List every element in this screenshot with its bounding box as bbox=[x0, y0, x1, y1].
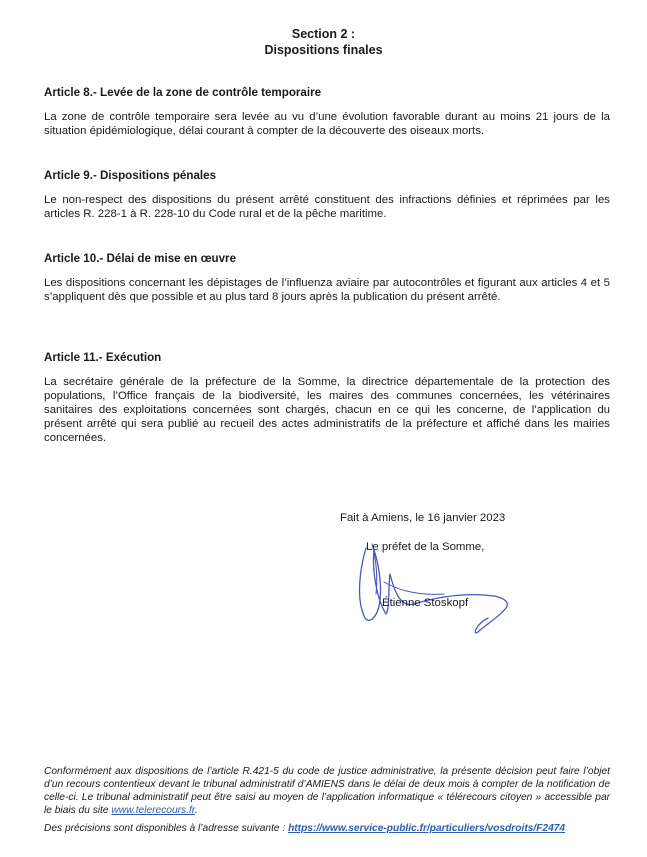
article-title: Article 9.- Dispositions pénales bbox=[44, 169, 217, 182]
telerecours-link[interactable]: www.telerecours.fr bbox=[111, 805, 195, 816]
appeal-notice-end: . bbox=[194, 805, 198, 816]
article-title: Article 10.- Délai de mise en œuvre bbox=[44, 252, 237, 265]
appeal-notice bbox=[44, 765, 610, 817]
signer-name: Étienne Stoskopf bbox=[382, 597, 469, 609]
section-title: Dispositions finales bbox=[264, 43, 383, 57]
section-number: Section 2 : bbox=[291, 27, 356, 41]
article-8 bbox=[44, 86, 610, 138]
article-title: Article 11.- Exécution bbox=[44, 351, 162, 364]
section-heading bbox=[0, 26, 647, 58]
article-11 bbox=[44, 351, 610, 445]
article-10 bbox=[44, 252, 610, 304]
article-body: Les dispositions concernant les dépistages de l’influenza aviaire par autocontrôles et figurant aux articles 4 et 5 s’appliquent dès que possible et au plus tard 8 jours après la publication du présent arrêté. bbox=[44, 277, 610, 303]
legal-notice bbox=[44, 765, 610, 835]
handwritten-signature bbox=[354, 538, 524, 638]
article-title: Article 8.- Levée de la zone de contrôle temporaire bbox=[44, 86, 322, 99]
service-public-link[interactable]: https://www.service-public.fr/particuliers/vosdroits/F2474 bbox=[288, 823, 566, 834]
article-body: Le non-respect des dispositions du présent arrêté constituent des infractions définies et réprimées par les articles R. 228-1 à R. 228-10 du Code rural et de la pêche maritime. bbox=[44, 194, 610, 220]
article-9 bbox=[44, 169, 610, 221]
article-body: La zone de contrôle temporaire sera levée au vu d’une évolution favorable durant au moins 21 jours de la situation épidémiologique, délai courant à compter de la découverte des oiseaux morts. bbox=[44, 111, 610, 137]
place-and-date: Fait à Amiens, le 16 janvier 2023 bbox=[340, 512, 506, 524]
signer-title: Le préfet de la Somme, bbox=[366, 541, 485, 553]
more-info-text: Des précisions sont disponibles à l’adresse suivante : bbox=[44, 823, 289, 834]
appeal-notice-text: Conformément aux dispositions de l’article R.421-5 du code de justice administrative, la présente décision peut faire l’objet d’un recours contentieux devant le tribunal administratif d’AMIENS dans le délai de deux mois à compter de la notification de celle-ci. Le tribunal administratif peut être saisi au moyen de l’application informatique « télérecours citoyen » accessible par le biais du site bbox=[44, 766, 610, 816]
article-body: La secrétaire générale de la préfecture de la Somme, la directrice départementale de la protection des populations, l’Office français de la biodiversité, les maires des communes concernées, les vétérinaires sanitaires des exploitations concernées sont chargés, chacun en ce qui les concerne, de l’application du présent arrêté qui sera publié au recueil des actes administratifs de la préfecture et affiché dans les mairies concernées. bbox=[44, 376, 610, 444]
more-info bbox=[44, 822, 610, 835]
